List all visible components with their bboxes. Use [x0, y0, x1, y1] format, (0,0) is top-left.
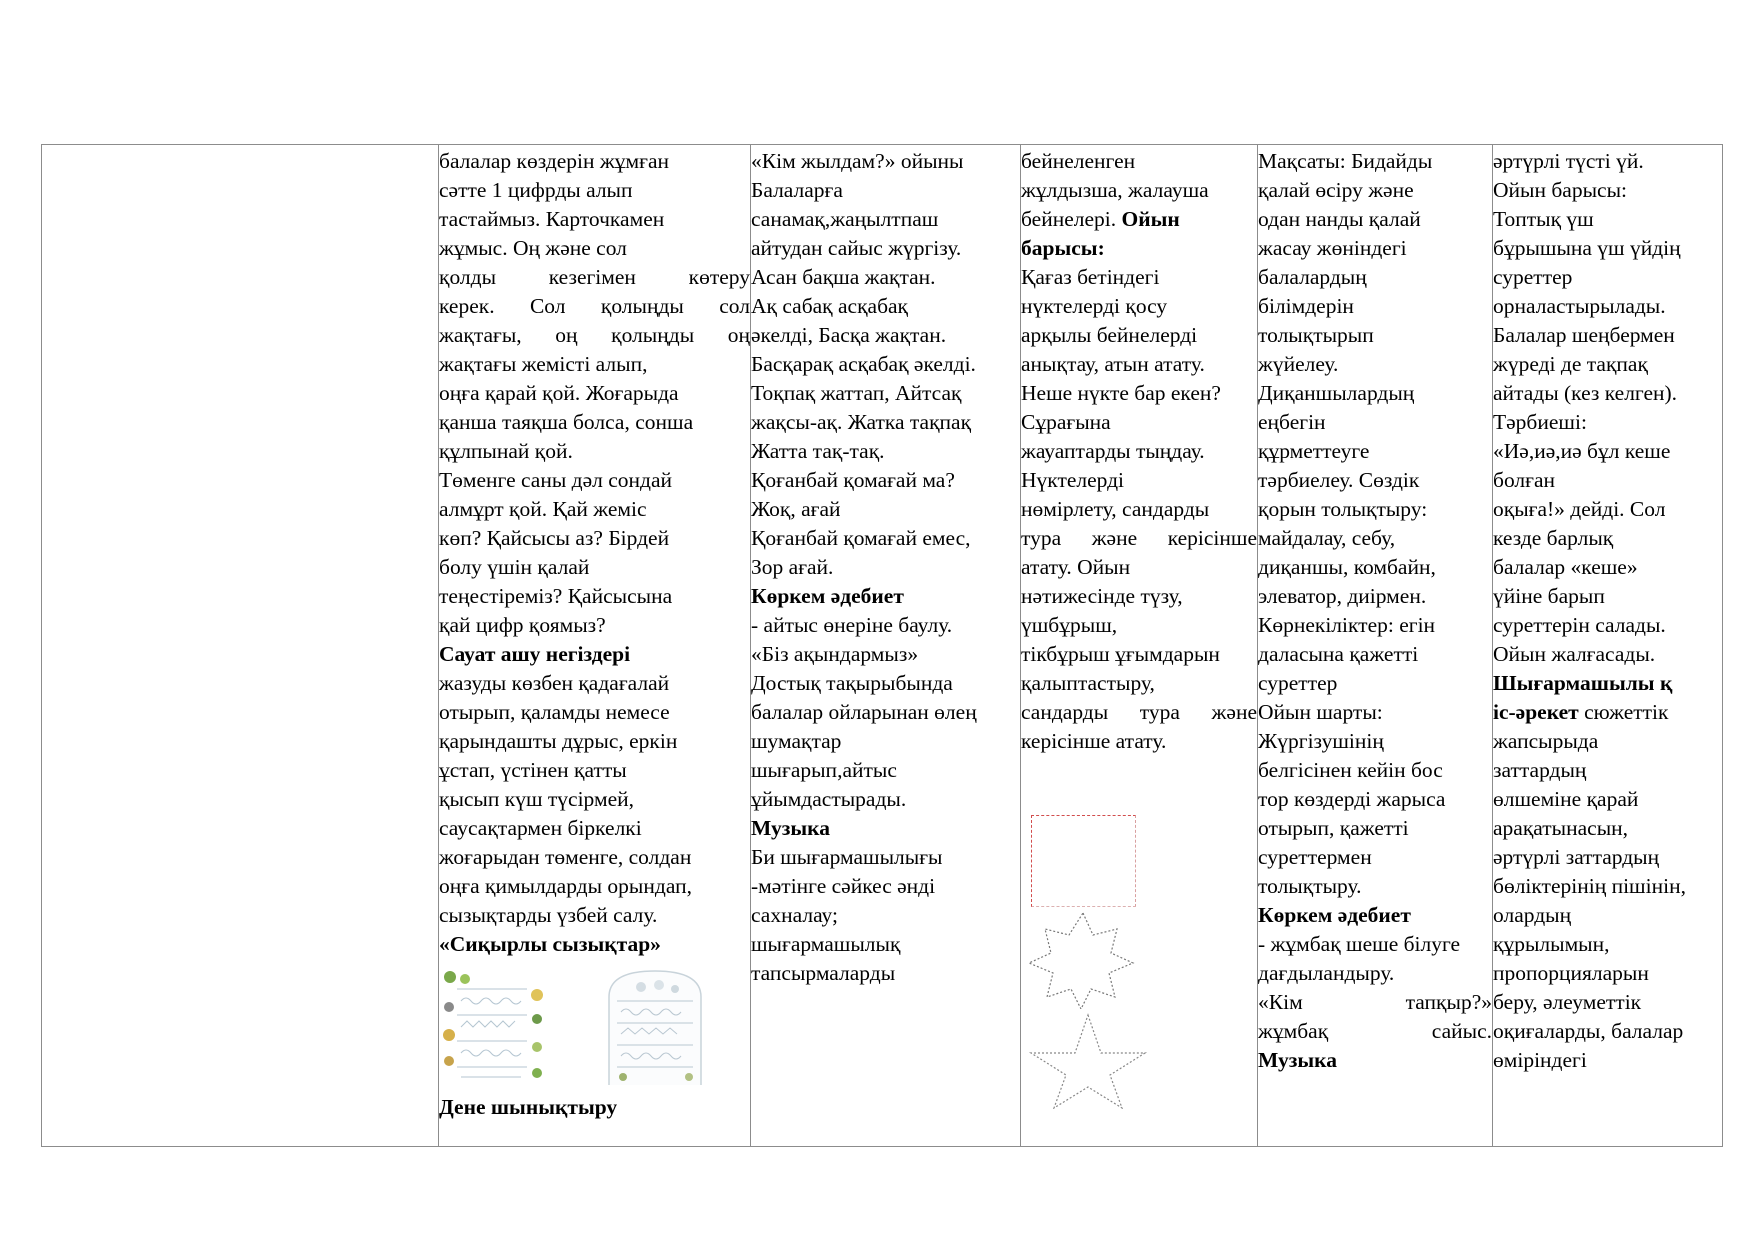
text-line: әртүрлі түсті үй.	[1493, 149, 1644, 173]
worksheet-images	[439, 967, 709, 1089]
text-line: дағдыландыру.	[1258, 961, 1395, 985]
text-line: Көркем әдебиет	[1258, 903, 1411, 927]
text-line: Достық тақырыбында	[751, 671, 953, 695]
text-line: жапсырыда	[1493, 729, 1599, 753]
text-line: Диқаншылардың	[1258, 381, 1415, 405]
text-line: оқыға!» дейді. Сол	[1493, 497, 1666, 521]
text-line: көп? Қайсысы аз? Бірдей	[439, 526, 670, 550]
text-line: тапсырмаларды	[751, 961, 896, 985]
text-line: орналастырылады.	[1493, 294, 1666, 318]
text-line: оңға қарай қой. Жоғарыда	[439, 381, 679, 405]
text-line: - жұмбақ шеше білуге	[1258, 932, 1461, 956]
text-line: Сауат ашу негіздері	[439, 642, 631, 666]
text-line: тура және керісінше	[1021, 526, 1257, 550]
column-house-game	[1493, 145, 1723, 1147]
column-wheat-game	[1258, 145, 1493, 1147]
text-line: тәрбиелеу. Сөздік	[1258, 468, 1420, 492]
text-line: балалар көздерін жұмған	[439, 149, 669, 173]
text-line: «Сиқырлы сызықтар»	[439, 932, 661, 956]
text-line: Қоғанбай қомағай ма?	[751, 468, 955, 492]
text-line: сандарды тура және	[1021, 700, 1257, 724]
text-line: Ойын шарты:	[1258, 700, 1383, 724]
plan-table	[41, 144, 1723, 1147]
text-line: шумақтар	[751, 729, 842, 753]
text-line: еңбегін	[1258, 410, 1326, 434]
text-line: Балаларға	[751, 178, 843, 202]
text-line: Би шығармашылығы	[751, 845, 943, 869]
text-line: толықтырып	[1258, 323, 1374, 347]
text-line: суреттер	[1258, 671, 1338, 695]
text-line: керек. Сол қолыңды сол	[439, 294, 750, 318]
column-text	[1493, 147, 1722, 1075]
column-text	[1258, 147, 1492, 1075]
text-line: Неше нүкте бар екен?	[1021, 381, 1221, 405]
text-line: Жатта тақ-тақ.	[751, 439, 885, 463]
text-line: алмұрт қой. Қай жеміс	[439, 497, 647, 521]
text-line: оқиғаларды, балалар	[1493, 1019, 1684, 1043]
text-line: қарындашты дұрыс, еркін	[439, 729, 678, 753]
text-line: «Кім тапқыр?»	[1258, 990, 1492, 1014]
text-line: Жоқ, ағай	[751, 497, 841, 521]
text-line: Көрнекіліктер: егін	[1258, 613, 1436, 637]
text-line: жақсы-ақ. Жатка тақпақ	[751, 410, 972, 434]
text-line: Тәрбиеші:	[1493, 410, 1587, 434]
text-line: беру, әлеуметтік	[1493, 990, 1642, 1014]
text-line: балалар ойларынан өлең	[751, 700, 977, 724]
text-line: жасау жөніндегі	[1258, 236, 1407, 260]
text-line: даласына қажетті	[1258, 642, 1419, 666]
text-segment: сюжеттік	[1578, 700, 1669, 724]
text-line: анықтау, атын атату.	[1021, 352, 1205, 376]
text-line: «Иә,иә,иә бұл кеше	[1493, 439, 1671, 463]
text-line: құрметтеуге	[1258, 439, 1370, 463]
text-line: қай цифр қоямыз?	[439, 613, 606, 637]
text-line: пропорцияларын	[1493, 961, 1649, 985]
dotted-five-point-star	[1027, 1013, 1149, 1109]
text-line: бейнеленген	[1021, 149, 1136, 173]
text-line: болған	[1493, 468, 1556, 492]
text-line: қорын толықтыру:	[1258, 497, 1428, 521]
text-line: Төменге саны дәл сондай	[439, 468, 673, 492]
dot-shapes	[1031, 815, 1161, 1109]
column-math-literacy	[439, 145, 751, 1147]
text-line: жүйелеу.	[1258, 352, 1339, 376]
text-line: балалар «кеше»	[1493, 555, 1638, 579]
text-line: заттардың	[1493, 758, 1587, 782]
text-line: олардың	[1493, 903, 1572, 927]
text-line: қалыптастыру,	[1021, 671, 1155, 695]
text-line: Зор ағай.	[751, 555, 834, 579]
text-line: қанша таяқша болса, сонша	[439, 410, 694, 434]
column-text	[751, 147, 1020, 988]
text-line: білімдерін	[1258, 294, 1354, 318]
text-line: Жүргізушінің	[1258, 729, 1384, 753]
text-line: бөліктерінің пішінін,	[1493, 874, 1686, 898]
text-line: Ойын барысы:	[1493, 178, 1627, 202]
text-line: жұлдызша, жалауша	[1021, 178, 1209, 202]
dotted-seven-point-star	[1025, 909, 1145, 1009]
text-line: балалардың	[1258, 265, 1367, 289]
column-text-after-images	[439, 1093, 750, 1122]
text-line: айтады (кез келген).	[1493, 381, 1678, 405]
text-line: одан нанды қалай	[1258, 207, 1421, 231]
text-line: Асан бақша жақтан.	[751, 265, 936, 289]
text-line: отырып, қажетті	[1258, 816, 1409, 840]
text-line: сахналау;	[751, 903, 838, 927]
text-line: жұмбақ сайыс.	[1258, 1019, 1492, 1043]
text-line: Ақ сабақ асқабақ	[751, 294, 908, 318]
text-line: Музыка	[1258, 1048, 1337, 1072]
text-line: оңға қимылдарды орындап,	[439, 874, 692, 898]
text-line: жауаптарды тыңдау.	[1021, 439, 1205, 463]
text-line: керісінше атату.	[1021, 729, 1167, 753]
text-line: жазуды көзбен қадағалай	[439, 671, 670, 695]
text-line: үйіне барып	[1493, 584, 1605, 608]
text-line: отырып, қаламды немесе	[439, 700, 670, 724]
text-segment: бейнелері.	[1021, 207, 1117, 231]
text-line: «Біз ақындармыз»	[751, 642, 919, 666]
text-line: жақтағы жемісті алып,	[439, 352, 648, 376]
text-line: жұмыс. Оң және сол	[439, 236, 627, 260]
text-line: Шығармашылы қ	[1493, 671, 1673, 695]
text-line: Дене шынықтыру	[439, 1095, 618, 1119]
text-line: ұйымдастырады.	[751, 787, 907, 811]
text-line: жоғарыдан төменге, солдан	[439, 845, 692, 869]
text-line: суреттерін салады.	[1493, 613, 1666, 637]
text-line: бұрышына үш үйдің	[1493, 236, 1681, 260]
text-line: тор көздерді жарыса	[1258, 787, 1446, 811]
text-line: Топтық үш	[1493, 207, 1594, 231]
text-line: болу үшін қалай	[439, 555, 590, 579]
text-line: Музыка	[751, 816, 830, 840]
text-line: «Кім жылдам?» ойыны	[751, 149, 964, 173]
text-line: арқылы бейнелерді	[1021, 323, 1198, 347]
text-line: сәтте 1 цифрды алып	[439, 178, 633, 202]
text-segment: іс-әрекет	[1493, 700, 1579, 724]
text-line: Сұрағына	[1021, 410, 1111, 434]
text-line: тікбұрыш ұғымдарын	[1021, 642, 1220, 666]
text-line: Қоғанбай қомағай емес,	[751, 526, 971, 550]
text-line: теңестіреміз? Қайсысына	[439, 584, 673, 608]
text-line: Балалар шеңбермен	[1493, 323, 1675, 347]
text-line: -мәтінге сәйкес әнді	[751, 874, 936, 898]
column-text	[1021, 147, 1257, 756]
text-line: қалай өсіру және	[1258, 178, 1414, 202]
text-line: нөмірлету, сандарды	[1021, 497, 1210, 521]
text-line	[1493, 698, 1722, 727]
text-line	[1021, 205, 1257, 234]
text-line: майдалау, себу,	[1258, 526, 1396, 550]
text-line: санамақ,жаңылтпаш	[751, 207, 939, 231]
text-line: шығармашылық	[751, 932, 901, 956]
text-line: құрылымын,	[1493, 932, 1610, 956]
text-line: толықтыру.	[1258, 874, 1362, 898]
text-line: нәтижесінде түзу,	[1021, 584, 1183, 608]
text-line: саусақтармен біркелкі	[439, 816, 642, 840]
text-line: қысып күш түсірмей,	[439, 787, 635, 811]
text-line: атату. Ойын	[1021, 555, 1131, 579]
text-line: құлпынай қой.	[439, 439, 573, 463]
text-line: нүктелерді қосу	[1021, 294, 1168, 318]
text-line: суреттер	[1493, 265, 1573, 289]
text-line: кезде барлық	[1493, 526, 1614, 550]
text-line: Нүктелерді	[1021, 468, 1125, 492]
text-line: Ойын жалғасады.	[1493, 642, 1656, 666]
text-line: қолды кезегімен көтеру	[439, 265, 750, 289]
text-line: Тоқпақ жаттап, Айтсақ	[751, 381, 962, 405]
text-line: ұстап, үстінен қатты	[439, 758, 627, 782]
table-row	[42, 145, 1723, 1147]
text-line: арақатынасын,	[1493, 816, 1629, 840]
text-line: шығарып,айтыс	[751, 758, 897, 782]
column-literature-music	[751, 145, 1021, 1147]
text-line: үшбұрыш,	[1021, 613, 1118, 637]
text-line: тастаймыз. Карточкамен	[439, 207, 665, 231]
text-line: Басқарақ асқабақ әкелді.	[751, 352, 976, 376]
text-line: Қағаз бетіндегі	[1021, 265, 1160, 289]
text-line: суреттермен	[1258, 845, 1372, 869]
text-line: барысы:	[1021, 236, 1105, 260]
text-segment: Ойын	[1116, 207, 1180, 231]
worksheet-image-right	[601, 967, 709, 1085]
text-line: әртүрлі заттардың	[1493, 845, 1660, 869]
text-line: диқаншы, комбайн,	[1258, 555, 1436, 579]
text-line: Көркем әдебиет	[751, 584, 904, 608]
text-line: - айтыс өнеріне баулу.	[751, 613, 953, 637]
text-line: Мақсаты: Бидайды	[1258, 149, 1433, 173]
text-line: элеватор, диірмен.	[1258, 584, 1427, 608]
text-line: өлшеміне қарай	[1493, 787, 1639, 811]
column-empty	[42, 145, 439, 1147]
text-line: сызықтарды үзбей салу.	[439, 903, 658, 927]
text-line: жүреді де тақпақ	[1493, 352, 1648, 376]
text-line: белгісінен кейін бос	[1258, 758, 1443, 782]
worksheet-image-left	[439, 967, 547, 1085]
text-line: айтудан сайыс жүргізу.	[751, 236, 962, 260]
column-text	[439, 147, 750, 959]
text-line: өміріндегі	[1493, 1048, 1587, 1072]
column-dot-game	[1021, 145, 1258, 1147]
dotted-rectangle	[1031, 815, 1136, 907]
text-line: жақтағы, оң қолыңды оң	[439, 323, 750, 347]
text-line: әкелді, Басқа жақтан.	[751, 323, 947, 347]
